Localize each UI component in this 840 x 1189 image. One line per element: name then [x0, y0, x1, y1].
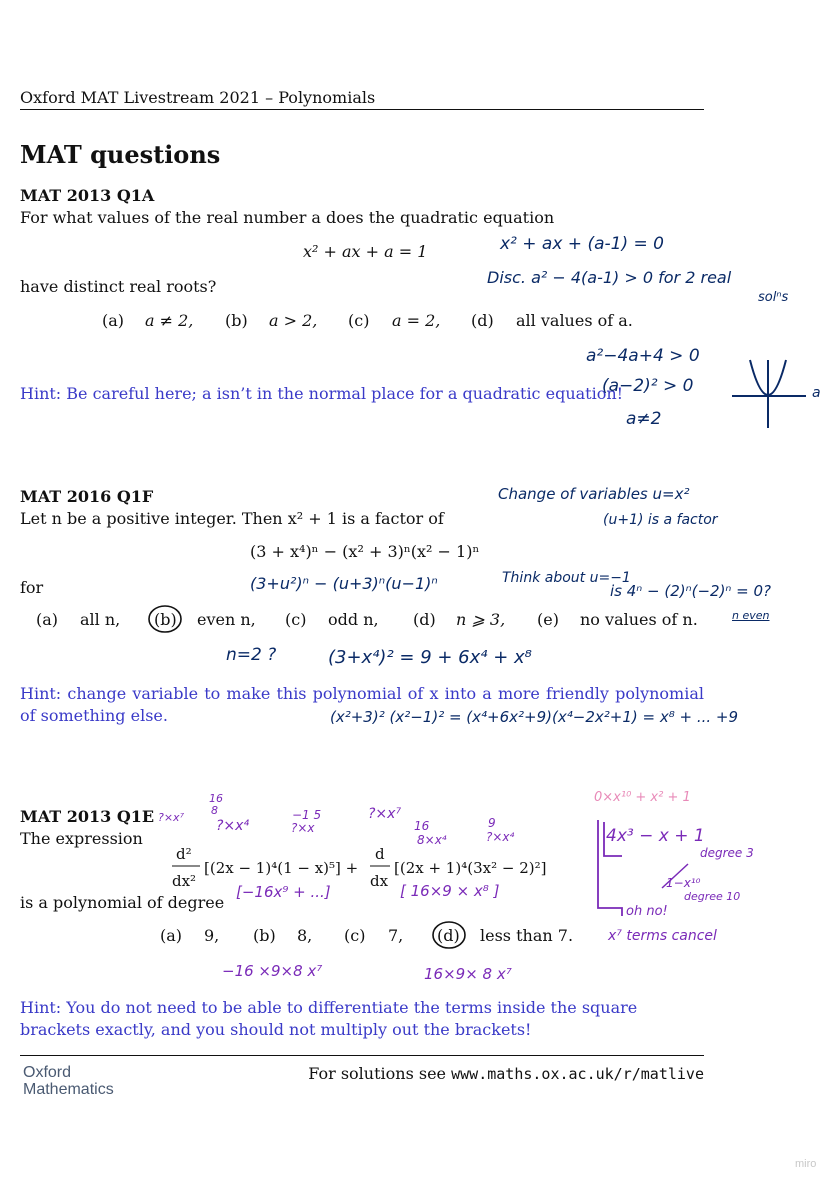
q1-note-square: (a−2)² > 0 — [602, 376, 694, 396]
brand-line-2: Mathematics — [23, 1081, 114, 1098]
q2-equation: (3 + x⁴)ⁿ − (x² + 3)ⁿ(x² − 1)ⁿ — [250, 542, 480, 561]
page-header: Oxford MAT Livestream 2021 – Polynomials — [20, 88, 376, 107]
q1-option-c: a = 2, — [392, 311, 441, 330]
miro-watermark: miro — [795, 1158, 817, 1170]
q3-note-coeff2: 16×9× 8 x⁷ — [424, 965, 512, 983]
q3-option-c: 7, — [388, 926, 404, 945]
q3-note-pink: 0×x¹⁰ + x² + 1 — [594, 790, 691, 805]
q1-option-d: all values of a. — [516, 311, 633, 330]
q3-note-a1: ?×x⁷ — [158, 811, 184, 824]
q1-hint: Hint: Be careful here; a isn’t in the normal place for a quadratic equation! — [20, 384, 624, 403]
q3-note-a8: 16 — [414, 819, 430, 833]
parabola-axis-label: a — [812, 385, 821, 401]
q2-option-e: no values of n. — [580, 610, 698, 629]
q3-title: MAT 2013 Q1E — [20, 807, 155, 826]
q2-prompt: Let n be a positive integer. Then x² + 1 is a factor of — [20, 509, 444, 528]
q2-title: MAT 2016 Q1F — [20, 487, 154, 506]
q1-option-b-label: (b) — [225, 311, 248, 330]
q3-note-degree3: degree 3 — [700, 846, 754, 860]
q3-answer-circle — [430, 919, 468, 951]
q1-note-discriminant: Disc. a² − 4(a-1) > 0 for 2 real — [487, 268, 732, 287]
q1-option-a: a ≠ 2, — [145, 311, 194, 330]
q3-note-a2: 16 — [209, 792, 223, 805]
q2-followup: for — [20, 578, 44, 597]
q3-option-b-label: (b) — [253, 926, 276, 945]
q3-note-a10: 9 — [488, 816, 496, 830]
q2-note-expand1: (3+x⁴)² = 9 + 6x⁴ + x⁸ — [328, 647, 532, 668]
q3-followup: is a polynomial of degree — [20, 893, 225, 912]
q2-note-n-even: n even — [732, 609, 770, 622]
q3-note-degree10: degree 10 — [684, 890, 741, 903]
q2-hint: Hint: change variable to make this polynomial of x into a more friendly polynomial of something else. — [20, 684, 704, 725]
q2-option-e-label: (e) — [537, 610, 559, 629]
q3-note-x10: 1−x¹⁰ — [666, 876, 701, 890]
parabola-sketch — [728, 356, 823, 432]
q2-answer-circle — [146, 603, 184, 635]
q1-note-expand: a²−4a+4 > 0 — [586, 346, 700, 366]
svg-text:[(2x + 1)⁴(3x² − 2)²]: [(2x + 1)⁴(3x² − 2)²] — [394, 859, 547, 877]
q3-note-quartic: 4x³ − x + 1 — [606, 826, 705, 846]
q3-note-oh-no: oh no! — [626, 904, 668, 919]
q2-note-substitution: (3+u²)ⁿ − (u+3)ⁿ(u−1)ⁿ — [250, 574, 438, 593]
q3-option-a: 9, — [204, 926, 220, 945]
q2-option-b: even n, — [197, 610, 256, 629]
q2-option-d: n ⩾ 3, — [456, 610, 506, 629]
q3-note-a9: 8×x⁴ — [417, 833, 447, 847]
q3-note-second-derivative: [ 16×9 × x⁸ ] — [400, 882, 500, 900]
q2-option-c: odd n, — [328, 610, 379, 629]
q2-option-a-label: (a) — [36, 610, 59, 629]
q1-option-a-label: (a) — [102, 311, 125, 330]
oxford-mathematics-logo — [23, 1064, 114, 1098]
q2-note-change-variables: Change of variables u=x² — [498, 485, 690, 503]
q3-option-d-label: (d) — [437, 926, 460, 945]
q3-note-a5: −1 5 — [292, 808, 322, 822]
svg-text:d: d — [375, 845, 385, 863]
q2-option-c-label: (c) — [285, 610, 307, 629]
q1-note-answer: a≠2 — [626, 409, 662, 429]
svg-text:d²: d² — [176, 845, 192, 863]
q1-option-c-label: (c) — [348, 311, 370, 330]
q3-option-a-label: (a) — [160, 926, 183, 945]
solutions-prefix: For solutions see — [308, 1064, 447, 1083]
q3-note-a7: ?×x⁷ — [368, 806, 402, 822]
q1-title: MAT 2013 Q1A — [20, 186, 155, 205]
section-title: MAT questions — [20, 140, 221, 169]
q2-note-check: is 4ⁿ − (2)ⁿ(−2)ⁿ = 0? — [610, 582, 772, 600]
q2-note-n2: n=2 ? — [226, 645, 277, 665]
q3-note-first-derivative: [−16x⁹ + ...] — [236, 883, 331, 901]
q2-option-b-label: (b) — [154, 610, 177, 629]
solutions-link[interactable]: www.maths.ox.ac.uk/r/matlive — [451, 1065, 704, 1083]
q1-equation: x² + ax + a = 1 — [303, 242, 428, 261]
q2-option-d-label: (d) — [413, 610, 436, 629]
q1-followup: have distinct real roots? — [20, 277, 217, 296]
q3-option-b: 8, — [297, 926, 313, 945]
q2-option-a: all n, — [80, 610, 121, 629]
svg-text:dx²: dx² — [172, 872, 197, 890]
q3-hint: Hint: You do not need to be able to differentiate the terms inside the square brackets exactly, and you should not multiply out the brackets! — [20, 998, 638, 1039]
svg-text:dx: dx — [370, 872, 389, 890]
q3-note-a4: ?×x⁴ — [216, 818, 250, 834]
q3-note-a6: ?×x — [291, 821, 315, 835]
footer-divider — [20, 1055, 704, 1056]
q1-option-d-label: (d) — [471, 311, 494, 330]
q3-note-coeff1: −16 ×9×8 x⁷ — [222, 962, 323, 980]
svg-text:[(2x − 1)⁴(1 − x)⁵] +: [(2x − 1)⁴(1 − x)⁵] + — [204, 859, 359, 877]
q3-prompt: The expression — [20, 829, 143, 848]
q3-option-c-label: (c) — [344, 926, 366, 945]
q3-note-a3: 8 — [211, 804, 218, 817]
q3-note-a11: ?×x⁴ — [486, 830, 515, 844]
q1-note-equation: x² + ax + (a-1) = 0 — [500, 234, 664, 254]
q1-option-b: a > 2, — [269, 311, 318, 330]
q2-note-think: Think about u=−1 — [502, 570, 631, 586]
q2-note-expand2: (x²+3)² (x²−1)² = (x⁴+6x²+9)(x⁴−2x²+1) = x⁸ + ... +9 — [330, 708, 739, 726]
q3-note-cancel: x⁷ terms cancel — [608, 928, 717, 944]
brand-line-1: Oxford — [23, 1064, 72, 1081]
q1-note-solns: solⁿs — [758, 290, 789, 305]
q3-option-d: less than 7. — [480, 926, 574, 945]
q1-prompt: For what values of the real number a does the quadratic equation — [20, 208, 555, 227]
footer-solutions — [308, 1064, 704, 1083]
header-divider — [20, 109, 704, 110]
q2-note-factor: (u+1) is a factor — [603, 512, 718, 528]
